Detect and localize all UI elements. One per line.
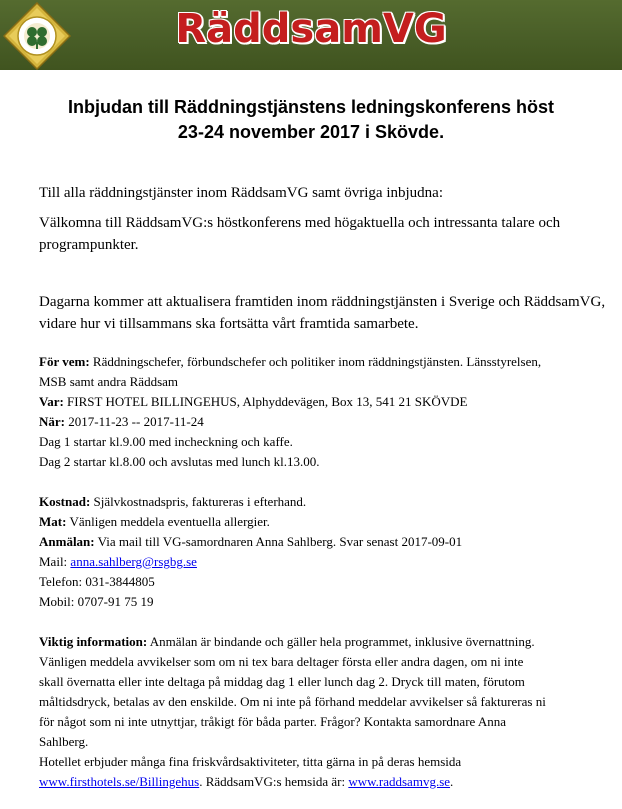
important-text: Anmälan är bindande och gäller hela programmet, inklusive övernattning. <box>147 634 535 649</box>
mail-link[interactable]: anna.sahlberg@rsgbg.se <box>70 554 197 569</box>
where-line <box>39 392 468 412</box>
food-line <box>39 512 270 532</box>
days-line2: vidare hur vi tillsammans ska fortsätta vårt framtida samarbete. <box>39 316 419 332</box>
where-text: FIRST HOTEL BILLINGEHUS, Alphyddevägen, Box 13, 541 21 SKÖVDE <box>63 394 468 409</box>
for-whom-line1 <box>39 352 541 372</box>
links-end-text: . <box>450 774 454 789</box>
where-label: Var: <box>39 394 64 409</box>
important-line6: Sahlberg. <box>39 734 89 749</box>
for-whom-label: För vem: <box>39 354 90 369</box>
day1-line: Dag 1 startar kl.9.00 med incheckning och kaffe. <box>39 434 293 449</box>
welcome-line2: programpunkter. <box>39 237 139 253</box>
mail-line <box>39 552 197 572</box>
cost-text: Självkostnadspris, faktureras i efterhand. <box>90 494 307 509</box>
important-line7: Hotellet erbjuder många fina friskvårdsaktiviteter, titta gärna in på deras hemsida <box>39 754 462 769</box>
when-label: När: <box>39 414 65 429</box>
when-text: 2017-11-23 -- 2017-11-24 <box>65 414 204 429</box>
important-line1 <box>39 632 535 652</box>
page-title-line1: Inbjudan till Räddningstjänstens ledningskonferens höst <box>67 97 555 117</box>
signup-text: Via mail till VG-samordnaren Anna Sahlberg. Svar senast 2017-09-01 <box>94 534 463 549</box>
food-label: Mat: <box>39 514 67 529</box>
important-line3: skall övernatta eller inte deltaga på middag dag 1 eller lunch dag 2. Dryck till maten, förutom <box>39 674 525 689</box>
raddsam-link[interactable]: www.raddsamvg.se <box>348 774 451 789</box>
important-line2: Vänligen meddela avvikelser som om ni tex bara deltager första eller andra dagen, om ni inte <box>39 654 524 669</box>
mail-label: Mail: <box>39 554 71 569</box>
important-line5: för något som ni inte utnyttjar, tråkigt för båda parter. Frågor? Kontakta samordnare Anna <box>39 714 506 729</box>
days-line1: Dagarna kommer att aktualisera framtiden inom räddningstjänsten i Sverige och RäddsamVG, <box>39 294 606 310</box>
cost-line <box>39 492 306 512</box>
links-line <box>39 772 453 792</box>
when-line <box>39 412 204 432</box>
important-label: Viktig information: <box>39 634 148 649</box>
page-title-line2: 23-24 november 2017 i Skövde. <box>177 122 445 142</box>
greeting: Till alla räddningstjänster inom RäddsamVG samt övriga inbjudna: <box>39 185 443 201</box>
cost-label: Kostnad: <box>39 494 91 509</box>
brand-title: RäddsamVG <box>175 6 447 52</box>
day2-line: Dag 2 startar kl.8.00 och avslutas med lunch kl.13.00. <box>39 454 320 469</box>
welcome-line1: Välkomna till RäddsamVG:s höstkonferens med högaktuella och intressanta talare och <box>39 215 561 231</box>
for-whom-line2: MSB samt andra Räddsam <box>39 374 179 389</box>
signup-line <box>39 532 462 552</box>
phone-line: Telefon: 031-3844805 <box>39 574 155 589</box>
header-banner <box>0 0 622 70</box>
mobile-line: Mobil: 0707-91 75 19 <box>39 594 154 609</box>
for-whom-text: Räddningschefer, förbundschefer och politiker inom räddningstjänsten. Länsstyrelsen, <box>89 354 542 369</box>
signup-label: Anmälan: <box>39 534 95 549</box>
hotel-link[interactable]: www.firsthotels.se/Billingehus <box>39 774 200 789</box>
links-mid-text: . RäddsamVG:s hemsida är: <box>199 774 349 789</box>
food-text: Vänligen meddela eventuella allergier. <box>66 514 270 529</box>
important-line4: måltidsdryck, betalas av den enskilde. Om ni inte på förhand meddelar avvikelser så faktureras ni <box>39 694 546 709</box>
